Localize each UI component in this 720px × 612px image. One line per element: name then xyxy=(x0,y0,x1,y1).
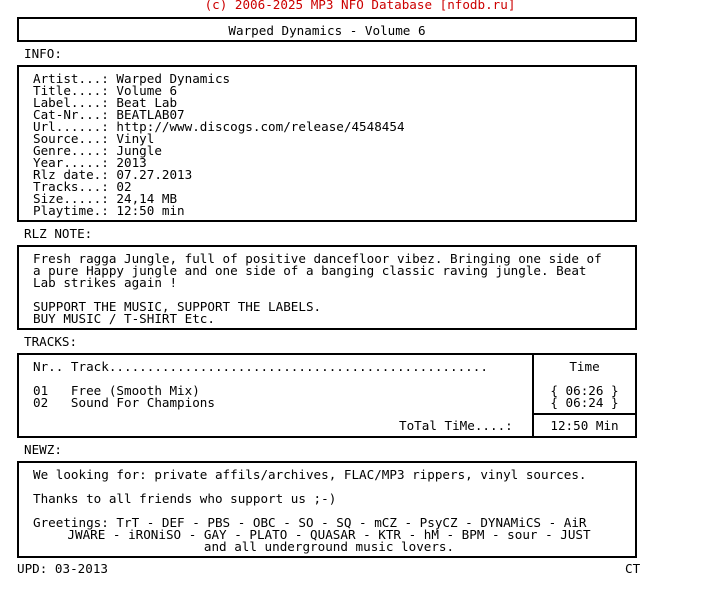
info-rlz-date: Rlz date.: 07.27.2013 xyxy=(33,167,193,182)
total-time-label: ToTal TiMe....: xyxy=(399,418,513,433)
track-row: 02 Sound For Champions xyxy=(33,395,215,410)
info-playtime: Playtime.: 12:50 min xyxy=(33,203,185,218)
info-year: Year.....: 2013 xyxy=(33,155,147,170)
release-title-box xyxy=(17,17,637,42)
info-title: Title....: Volume 6 xyxy=(33,83,178,98)
rlz-note-line: SUPPORT THE MUSIC, SUPPORT THE LABELS. xyxy=(33,299,322,314)
track-time: { 06:24 } xyxy=(550,395,619,410)
rlz-note-line: Fresh ragga Jungle, full of positive dancefloor vibez. Bringing one side of xyxy=(33,251,602,266)
newz-label: NEWZ: xyxy=(24,442,62,457)
track-list xyxy=(33,361,488,409)
rlz-note-line: Lab strikes again ! xyxy=(33,275,178,290)
nfodb-credit[interactable]: (c) 2006-2025 MP3 NFO Database [nfodb.ru] xyxy=(204,0,516,12)
track-time: { 06:26 } xyxy=(550,383,619,398)
info-cat-nr: Cat-Nr...: BEATLAB07 xyxy=(33,107,185,122)
track-list-header: Nr.. Track.................................................. xyxy=(33,359,488,374)
info-url[interactable]: Url......: http://www.discogs.com/release/4548454 xyxy=(33,119,405,134)
total-time-value: 12:50 Min xyxy=(550,418,619,433)
tracks-total-divider xyxy=(532,413,635,415)
newz-greetings-3: and all underground music lovers. xyxy=(203,539,455,554)
release-title: Warped Dynamics - Volume 6 xyxy=(228,23,426,38)
newz-thanks: Thanks to all friends who support us ;-) xyxy=(33,491,337,506)
time-header: Time xyxy=(569,359,600,374)
track-row: 01 Free (Smooth Mix) xyxy=(33,383,200,398)
info-source: Source...: Vinyl xyxy=(33,131,155,146)
info-genre: Genre....: Jungle xyxy=(33,143,162,158)
rlz-note-label: RLZ NOTE: xyxy=(24,226,93,241)
newz-lines xyxy=(33,469,625,553)
group-tag: CT xyxy=(625,561,641,576)
updated-date: UPD: 03-2013 xyxy=(17,561,108,576)
newz-greetings-1: Greetings: TrT - DEF - PBS - OBC - SO - SQ - mCZ - PsyCZ - DYNAMiCS - AiR xyxy=(33,515,587,530)
info-box xyxy=(17,65,637,222)
info-artist: Artist...: Warped Dynamics xyxy=(33,71,231,86)
track-times xyxy=(534,361,635,409)
tracks-box xyxy=(17,353,637,438)
info-lines xyxy=(33,73,405,217)
info-label: INFO: xyxy=(24,46,62,61)
rlz-note-box xyxy=(17,245,637,330)
newz-looking-for: We looking for: private affils/archives, FLAC/MP3 rippers, vinyl sources. xyxy=(33,467,587,482)
newz-box xyxy=(17,461,637,558)
newz-greetings-2: JWARE - iRONiSO - GAY - PLATO - QUASAR - KTR - hM - BPM - sour - JUST xyxy=(67,527,591,542)
info-size: Size.....: 24,14 MB xyxy=(33,191,178,206)
info-label-name: Label....: Beat Lab xyxy=(33,95,178,110)
info-tracks: Tracks...: 02 xyxy=(33,179,132,194)
rlz-note-line: a pure Happy jungle and one side of a banging classic raving jungle. Beat xyxy=(33,263,587,278)
rlz-note-line: BUY MUSIC / T-SHIRT Etc. xyxy=(33,311,215,326)
tracks-label: TRACKS: xyxy=(24,334,78,349)
rlz-note-lines xyxy=(33,253,602,325)
